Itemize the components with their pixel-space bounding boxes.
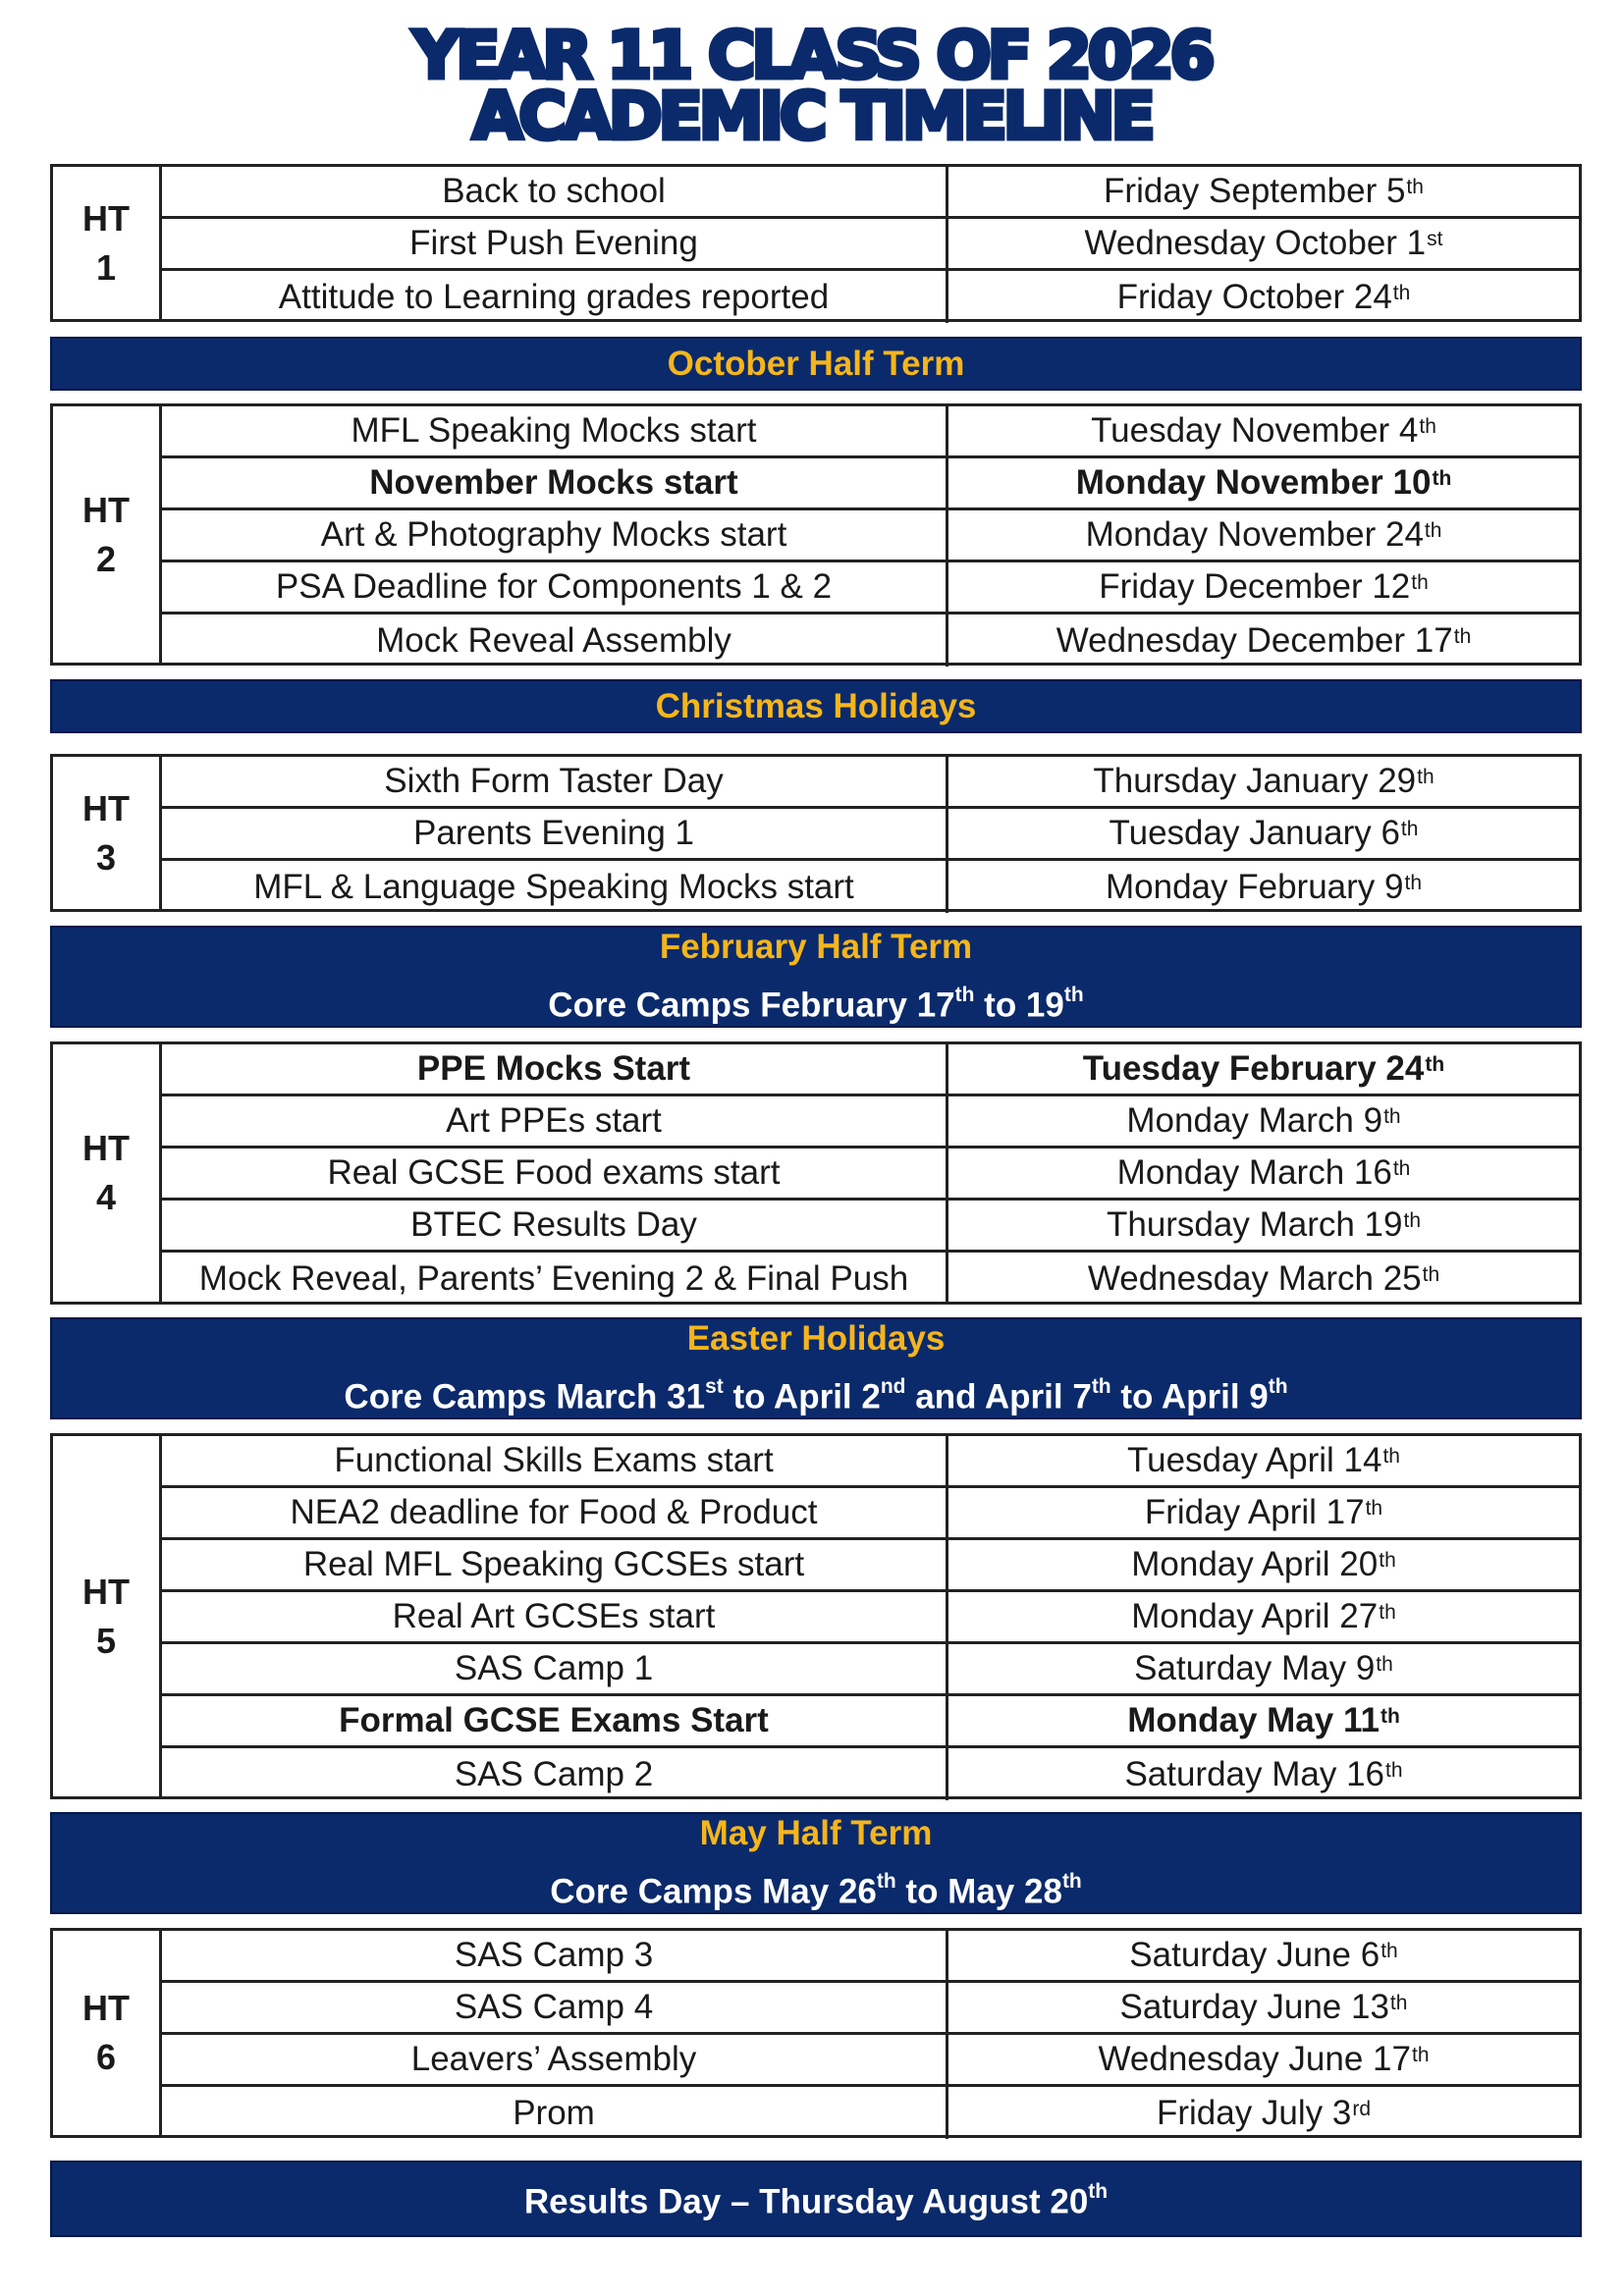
event-cell: Attitude to Learning grades reported (162, 271, 948, 323)
table-row (162, 809, 1579, 861)
date-suffix: th (1392, 1157, 1411, 1180)
ht-label-number: 2 (95, 538, 117, 579)
date-suffix: th (1432, 467, 1452, 490)
ht4-table (50, 1041, 1582, 1305)
date-cell (948, 1644, 1579, 1693)
date-text: Thursday January 29 (1093, 762, 1417, 800)
banner-text: to April 9 (1110, 1377, 1269, 1416)
ht-label-number: 6 (95, 2037, 117, 2077)
banner-text: to May 28 (895, 1872, 1062, 1911)
date-text: Saturday June 13 (1119, 1988, 1389, 2026)
banner-text: and April 7 (905, 1377, 1092, 1416)
banner-text: to April 2 (723, 1377, 881, 1416)
event-cell: PSA Deadline for Components 1 & 2 (162, 562, 948, 612)
banner-suffix: th (954, 984, 975, 1007)
date-suffix: th (1403, 1209, 1422, 1232)
table-row (162, 614, 1579, 667)
ht5-label (53, 1436, 162, 1796)
event-cell: Art & Photography Mocks start (162, 510, 948, 560)
event-cell: November Mocks start (162, 458, 948, 507)
date-cell (948, 1436, 1579, 1485)
date-cell (948, 167, 1579, 216)
banner-text: Core Camps February 17 (548, 986, 955, 1025)
banner-suffix: th (876, 1870, 896, 1894)
banner-october-half-term (50, 337, 1582, 391)
date-suffix: th (1400, 818, 1419, 840)
date-suffix: th (1365, 1497, 1383, 1520)
date-cell (948, 510, 1579, 560)
date-text: Wednesday December 17 (1056, 620, 1453, 660)
event-cell: SAS Camp 1 (162, 1644, 948, 1693)
banner-text: Core Camps March 31 (344, 1377, 706, 1416)
banner-suffix: th (1061, 1870, 1082, 1894)
date-suffix: th (1379, 1549, 1396, 1572)
date-text: Saturday May 9 (1134, 1649, 1376, 1687)
event-cell: Back to school (162, 167, 948, 216)
date-suffix: th (1382, 1445, 1400, 1468)
date-text: Saturday June 6 (1129, 1936, 1380, 1974)
banner-suffix: th (1063, 984, 1084, 1007)
banner-suffix: st (705, 1375, 724, 1399)
ht5-table (50, 1433, 1582, 1799)
ht-label-text: HT (82, 1128, 130, 1168)
banner-easter-holidays (50, 1317, 1582, 1419)
banner-subtitle (344, 1364, 1287, 1423)
ht3-label (53, 757, 162, 909)
date-text: Friday October 24 (1116, 277, 1392, 316)
date-text: Monday May 11 (1127, 1701, 1380, 1739)
ht-label-text: HT (82, 489, 130, 530)
banner-title: May Half Term (699, 1814, 933, 1853)
date-text: Thursday March 19 (1106, 1205, 1403, 1244)
banner-title: October Half Term (667, 344, 965, 383)
banner-subtitle (550, 1859, 1082, 1918)
banner-suffix: th (1088, 2180, 1109, 2204)
event-cell: Formal GCSE Exams Start (162, 1696, 948, 1745)
date-cell (948, 1540, 1579, 1589)
table-row (162, 1748, 1579, 1800)
date-cell (948, 1931, 1579, 1980)
table-row (162, 2035, 1579, 2087)
table-row (162, 1044, 1579, 1096)
date-text: Monday April 20 (1131, 1545, 1379, 1583)
date-cell (948, 1201, 1579, 1250)
ht3-table (50, 754, 1582, 912)
ht1-table (50, 164, 1582, 322)
table-row (162, 1592, 1579, 1644)
date-suffix: th (1453, 624, 1472, 648)
event-cell: First Push Evening (162, 219, 948, 268)
ht-label-number: 4 (95, 1177, 117, 1217)
table-row (162, 167, 1579, 219)
banner-text: Results Day – Thursday August 20 (523, 2182, 1089, 2221)
date-suffix: st (1427, 228, 1443, 250)
date-suffix: th (1411, 571, 1429, 594)
table-row (162, 1696, 1579, 1748)
table-row (162, 1983, 1579, 2035)
date-suffix: th (1380, 1705, 1400, 1728)
event-cell: NEA2 deadline for Food & Product (162, 1488, 948, 1537)
ht-label-text: HT (82, 1988, 130, 2028)
date-text: Monday March 9 (1126, 1101, 1383, 1140)
date-suffix: th (1383, 1105, 1401, 1128)
banner-results-day (50, 2161, 1582, 2237)
event-cell: Leavers’ Assembly (162, 2035, 948, 2084)
ht2-table (50, 403, 1582, 666)
event-cell: PPE Mocks Start (162, 1044, 948, 1094)
banner-suffix: th (1091, 1375, 1111, 1399)
ht-label-text: HT (82, 787, 130, 828)
event-cell: Functional Skills Exams start (162, 1436, 948, 1485)
date-suffix: th (1425, 1053, 1445, 1076)
date-text: Friday December 12 (1099, 567, 1411, 606)
ht6-table (50, 1928, 1582, 2138)
table-row (162, 1931, 1579, 1983)
date-text: Tuesday February 24 (1082, 1049, 1425, 1088)
date-text: Tuesday January 6 (1109, 814, 1400, 852)
date-suffix: th (1419, 415, 1436, 438)
event-cell: Real Art GCSEs start (162, 1592, 948, 1641)
ht-label-number: 5 (95, 1620, 117, 1661)
date-suffix: th (1417, 766, 1435, 788)
date-cell (948, 1983, 1579, 2032)
banner-february-half-term (50, 926, 1582, 1028)
event-cell: Real GCSE Food exams start (162, 1148, 948, 1198)
ht-label-text: HT (82, 197, 130, 239)
table-row (162, 1096, 1579, 1148)
date-cell (948, 2087, 1579, 2139)
banner-christmas-holidays (50, 679, 1582, 733)
event-cell: Mock Reveal, Parents’ Evening 2 & Final Push (162, 1253, 948, 1305)
ht-label-number: 3 (95, 836, 117, 878)
event-cell: Sixth Form Taster Day (162, 757, 948, 806)
date-cell (948, 1148, 1579, 1198)
date-text: Monday February 9 (1106, 867, 1404, 906)
date-cell (948, 562, 1579, 612)
date-suffix: th (1376, 1653, 1393, 1676)
banner-title: Easter Holidays (686, 1319, 946, 1359)
event-cell: SAS Camp 4 (162, 1983, 948, 2032)
date-text: Saturday May 16 (1124, 1754, 1385, 1793)
date-suffix: th (1406, 176, 1424, 198)
event-cell: SAS Camp 2 (162, 1748, 948, 1800)
banner-title: February Half Term (659, 928, 973, 967)
event-cell: MFL & Language Speaking Mocks start (162, 861, 948, 913)
date-cell (948, 1696, 1579, 1745)
date-cell (948, 861, 1579, 913)
table-row (162, 458, 1579, 510)
table-row (162, 1540, 1579, 1592)
date-text: Wednesday March 25 (1087, 1258, 1422, 1298)
banner-title: Christmas Holidays (655, 686, 977, 725)
page-title-line-1: YEAR 11 CLASS OF 2026 (412, 18, 1212, 93)
date-suffix: th (1392, 281, 1411, 304)
date-cell (948, 271, 1579, 323)
event-cell: Real MFL Speaking GCSEs start (162, 1540, 948, 1589)
table-row (162, 562, 1579, 614)
date-text: Monday March 16 (1116, 1153, 1392, 1192)
date-text: Monday November 10 (1075, 463, 1432, 502)
table-row (162, 1644, 1579, 1696)
date-text: Wednesday October 1 (1084, 224, 1427, 262)
table-row (162, 1488, 1579, 1540)
ht-label-number: 1 (95, 246, 117, 288)
date-suffix: th (1385, 1758, 1403, 1782)
event-cell: Parents Evening 1 (162, 809, 948, 858)
date-text: Tuesday April 14 (1127, 1441, 1382, 1479)
date-text: Wednesday June 17 (1098, 2040, 1411, 2078)
date-text: Monday April 27 (1131, 1597, 1379, 1635)
date-suffix: rd (1352, 2097, 1372, 2120)
date-suffix: th (1379, 1601, 1396, 1624)
banner-title (524, 2169, 1108, 2228)
banner-suffix: th (1268, 1375, 1288, 1399)
event-cell: Art PPEs start (162, 1096, 948, 1146)
table-row (162, 271, 1579, 323)
date-suffix: th (1424, 519, 1442, 542)
table-row (162, 1148, 1579, 1201)
table-row (162, 510, 1579, 562)
banner-subtitle (548, 973, 1083, 1032)
date-suffix: th (1404, 871, 1422, 894)
table-row (162, 861, 1579, 913)
date-cell (948, 406, 1579, 455)
date-cell (948, 1748, 1579, 1800)
date-cell (948, 1096, 1579, 1146)
date-cell (948, 1592, 1579, 1641)
date-cell (948, 757, 1579, 806)
table-row (162, 219, 1579, 271)
date-suffix: th (1380, 1940, 1398, 1962)
date-text: Monday November 24 (1085, 515, 1424, 554)
date-cell (948, 1488, 1579, 1537)
date-cell (948, 1044, 1579, 1094)
table-row (162, 406, 1579, 458)
table-row (162, 1201, 1579, 1253)
event-cell: Prom (162, 2087, 948, 2139)
page-title-line-2: ACADEMIC TIMELINE (472, 79, 1152, 154)
ht4-label (53, 1044, 162, 1302)
banner-may-half-term (50, 1812, 1582, 1914)
table-row (162, 1436, 1579, 1488)
date-cell (948, 458, 1579, 507)
date-suffix: th (1422, 1262, 1440, 1286)
event-cell: BTEC Results Day (162, 1201, 948, 1250)
ht1-label (53, 167, 162, 319)
banner-suffix: nd (880, 1375, 906, 1399)
date-text: Tuesday November 4 (1091, 411, 1419, 450)
ht-label-text: HT (82, 1571, 130, 1612)
date-text: Friday April 17 (1144, 1493, 1365, 1531)
ht2-label (53, 406, 162, 663)
date-cell (948, 219, 1579, 268)
date-suffix: th (1411, 2044, 1430, 2066)
banner-text: to 19 (974, 986, 1064, 1025)
date-cell (948, 2035, 1579, 2084)
date-cell (948, 1253, 1579, 1305)
event-cell: Mock Reveal Assembly (162, 614, 948, 667)
date-suffix: th (1389, 1992, 1408, 2014)
event-cell: MFL Speaking Mocks start (162, 406, 948, 455)
ht6-label (53, 1931, 162, 2135)
table-row (162, 757, 1579, 809)
date-text: Friday July 3 (1156, 2093, 1352, 2132)
date-cell (948, 809, 1579, 858)
event-cell: SAS Camp 3 (162, 1931, 948, 1980)
date-cell (948, 614, 1579, 667)
table-row (162, 2087, 1579, 2139)
table-row (162, 1253, 1579, 1305)
banner-text: Core Camps May 26 (550, 1872, 877, 1911)
date-text: Friday September 5 (1104, 172, 1406, 210)
